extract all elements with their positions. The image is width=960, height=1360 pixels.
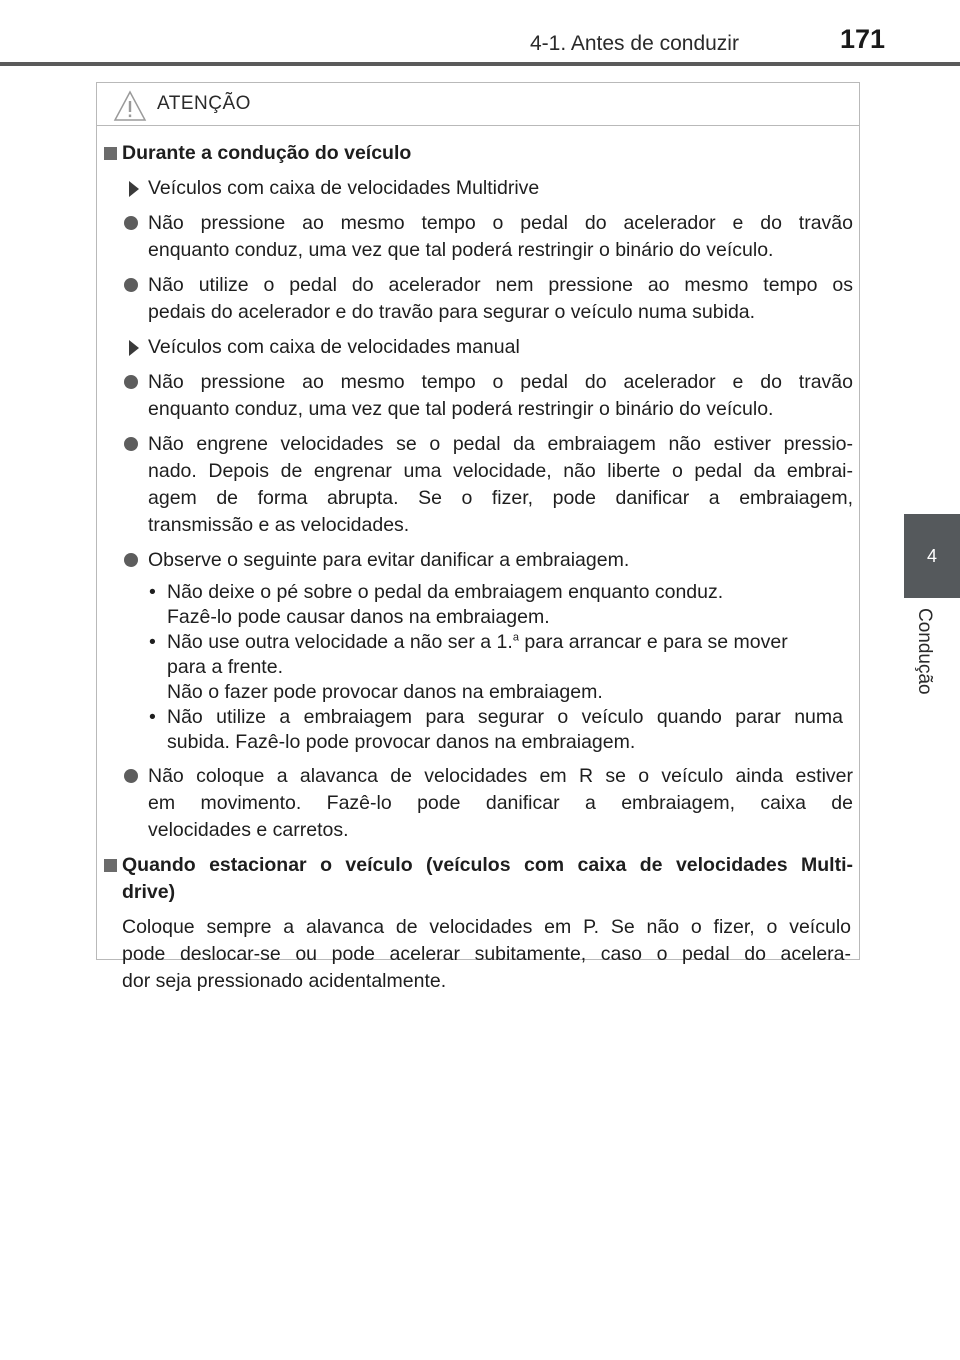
circle-bullet-icon: [124, 553, 138, 567]
text-line: Coloque sempre a alavanca de velocidades em P. Se não o fizer, o veículo: [122, 916, 851, 938]
triangle-arrow-icon: [129, 340, 139, 356]
text-line: Não engrene velocidades se o pedal da embraiagem não estiver pressio-: [148, 433, 853, 455]
text-line: transmissão e as velocidades.: [148, 514, 410, 536]
sub-list-item: [102, 580, 853, 630]
paragraph: [102, 914, 853, 995]
text-line: agem de forma abrupta. Se o fizer, pode danificar a embraiagem,: [148, 487, 853, 509]
subheading-text: Veículos com caixa de velocidades manual: [148, 336, 520, 358]
chapter-number: 4: [926, 545, 937, 566]
sub-list: [102, 580, 853, 755]
text-line: Não pressione ao mesmo tempo o pedal do acelerador e do travão: [148, 371, 853, 393]
section-heading: [102, 140, 853, 167]
text-line: Não coloque a alavanca de velocidades em R se o veículo ainda estiver: [148, 765, 853, 787]
chapter-label: Condução: [914, 608, 935, 695]
square-bullet-icon: [104, 859, 117, 872]
text-line: Não utilize a embraiagem para segurar o veículo quando parar numa: [167, 706, 843, 728]
list-item: [102, 763, 853, 844]
chapter-tab: [904, 514, 960, 598]
subheading: [102, 175, 853, 202]
caution-label: ATENÇÃO: [157, 93, 251, 114]
text-fragment: Não use outra velocidade a não ser a 1.: [167, 631, 513, 653]
dot-bullet: •: [149, 706, 156, 728]
list-item: [102, 369, 853, 423]
circle-bullet-icon: [124, 375, 138, 389]
text-line: Não pressione ao mesmo tempo o pedal do acelerador e do travão: [148, 212, 853, 234]
caution-box: [96, 82, 860, 992]
text-line: para a frente.: [167, 656, 283, 678]
text-line: pode deslocar-se ou pode acelerar subitamente, caso o pedal do acelera-: [122, 943, 851, 965]
subheading: [102, 334, 853, 361]
square-bullet-icon: [104, 147, 117, 160]
dot-bullet: •: [149, 631, 156, 653]
text-line: subida. Fazê-lo pode provocar danos na embraiagem.: [167, 731, 636, 753]
list-item: [102, 431, 853, 539]
text-line: Não o fazer pode provocar danos na embraiagem.: [167, 681, 603, 703]
text-line: Não utilize o pedal do acelerador nem pressione ao mesmo tempo os: [148, 274, 853, 296]
list-item: [102, 272, 853, 326]
sub-list-item: [102, 705, 853, 755]
sub-list-item: [102, 630, 853, 705]
circle-bullet-icon: [124, 278, 138, 292]
section-heading: [102, 852, 853, 906]
text-line: velocidades e carretos.: [148, 819, 349, 841]
text-line: enquanto conduz, uma vez que tal poderá restringir o binário do veículo.: [148, 398, 774, 420]
dot-bullet: •: [149, 581, 156, 603]
text-line: pedais do acelerador e do travão para segurar o veículo numa subida.: [148, 301, 756, 323]
text-line: Fazê-lo pode causar danos na embraiagem.: [167, 606, 550, 628]
page-number: 171: [840, 24, 886, 54]
warning-triangle-icon: [113, 90, 147, 122]
circle-bullet-icon: [124, 216, 138, 230]
heading-text: Quando estacionar o veículo (veículos com caixa de velocidades Multi-: [122, 854, 853, 876]
section-title: 4-1. Antes de conduzir: [530, 32, 739, 55]
header-rule: [0, 62, 960, 66]
text-line: enquanto conduz, uma vez que tal poderá restringir o binário do veículo.: [148, 239, 774, 261]
circle-bullet-icon: [124, 437, 138, 451]
text-line: Observe o seguinte para evitar danificar a embraiagem.: [148, 549, 630, 571]
heading-text: Durante a condução do veículo: [122, 142, 412, 164]
caution-body: [97, 126, 859, 995]
heading-text: drive): [122, 881, 176, 903]
text-line: Não deixe o pé sobre o pedal da embraiagem enquanto conduz.: [167, 581, 724, 603]
text-line: [167, 630, 843, 655]
list-item: [102, 210, 853, 264]
caution-header: [97, 83, 859, 126]
subheading-text: Veículos com caixa de velocidades Multidrive: [148, 177, 540, 199]
text-line: nado. Depois de engrenar uma velocidade, não liberte o pedal da embrai-: [148, 460, 853, 482]
text-line: em movimento. Fazê-lo pode danificar a embraiagem, caixa de: [148, 792, 853, 814]
circle-bullet-icon: [124, 769, 138, 783]
text-line: dor seja pressionado acidentalmente.: [122, 970, 447, 992]
superscript: a: [512, 631, 519, 644]
triangle-arrow-icon: [129, 181, 139, 197]
text-fragment: para arrancar e para se mover: [518, 631, 788, 653]
list-item: [102, 547, 853, 574]
